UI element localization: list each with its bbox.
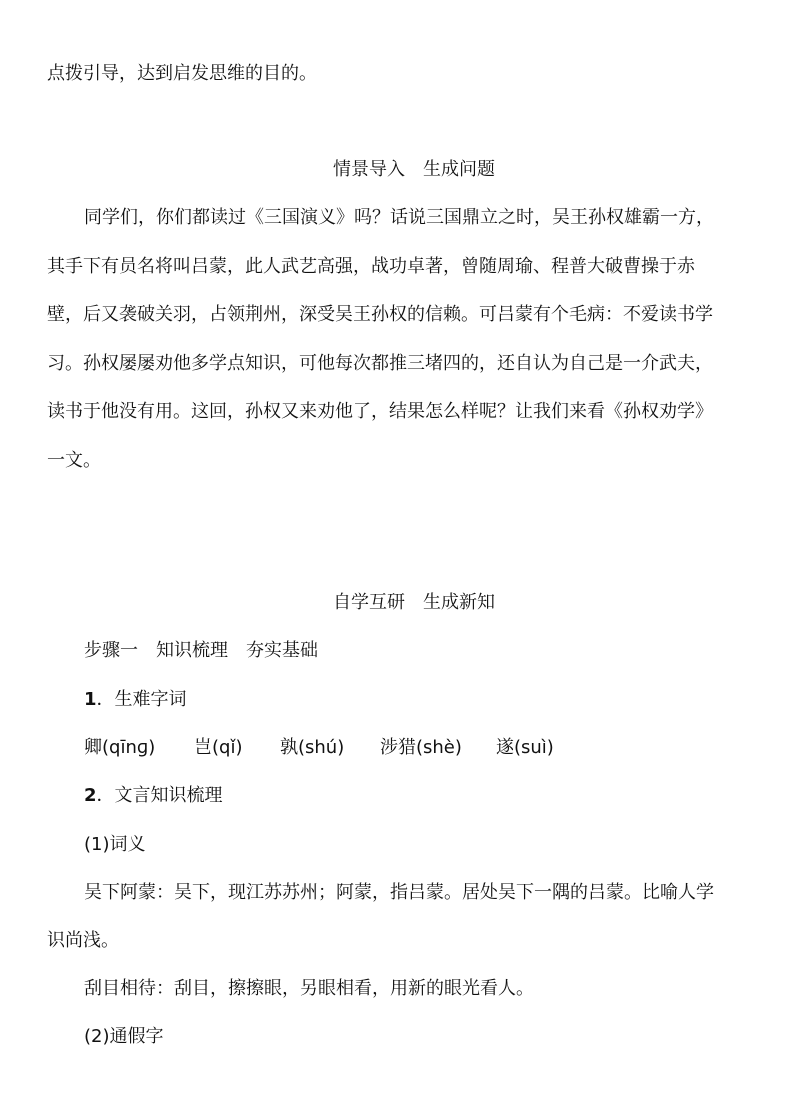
item-title: ．文言知识梳理: [96, 785, 223, 806]
item-two-heading: [84, 784, 223, 808]
item-title: ．生难字词: [96, 689, 187, 710]
paragraph-line: 习。孙权屡屡劝他多学点知识，可他每次都推三堵四的，还自认为自己是一介武夫，: [47, 353, 713, 374]
item-number: 1: [84, 689, 97, 710]
paragraph-line: 其手下有员名将叫吕蒙，此人武艺高强，战功卓著，曾随周瑜、程普大破曹操于赤: [47, 256, 695, 277]
paragraph-line: 读书于他没有用。这回，孙权又来劝他了，结果怎么样呢？让我们来看《孙权劝学》: [47, 401, 713, 422]
paragraph-line: 同学们，你们都读过《三国演义》吗？话说三国鼎立之时，吴王孙权雄霸一方，: [84, 207, 714, 228]
section-heading-selfstudy: 自学互研 生成新知: [333, 592, 495, 613]
pinyin-item: 涉猎(shè): [380, 737, 462, 758]
pinyin-item: 遂(suì): [496, 737, 554, 758]
definition-line: 刮目相待：刮目，擦擦眼，另眼相看，用新的眼光看人。: [84, 978, 534, 999]
subheading-word-meaning: (1)词义: [84, 834, 146, 855]
pinyin-item: 卿(qīnɡ): [84, 737, 156, 758]
paragraph-line: 一文。: [47, 450, 101, 471]
subheading-loan-characters: (2)通假字: [84, 1026, 164, 1047]
item-number: 2: [84, 785, 97, 806]
pinyin-item: 孰(shú): [280, 737, 345, 758]
step-one-heading: 步骤一 知识梳理 夯实基础: [84, 640, 318, 661]
pinyin-item: 岂(qǐ): [194, 737, 243, 758]
section-heading-situation: 情景导入 生成问题: [333, 159, 495, 180]
item-one-heading: [84, 688, 187, 712]
definition-line: 识尚浅。: [47, 930, 119, 951]
paragraph-line: 壁，后又袭破关羽，占领荆州，深受吴王孙权的信赖。可吕蒙有个毛病：不爱读书学: [47, 304, 713, 325]
definition-line: 吴下阿蒙：吴下，现江苏苏州；阿蒙，指吕蒙。居处吴下一隅的吕蒙。比喻人学: [84, 882, 714, 903]
intro-tail-text: 点拨引导，达到启发思维的目的。: [47, 63, 317, 84]
pinyin-row: [0, 736, 790, 760]
